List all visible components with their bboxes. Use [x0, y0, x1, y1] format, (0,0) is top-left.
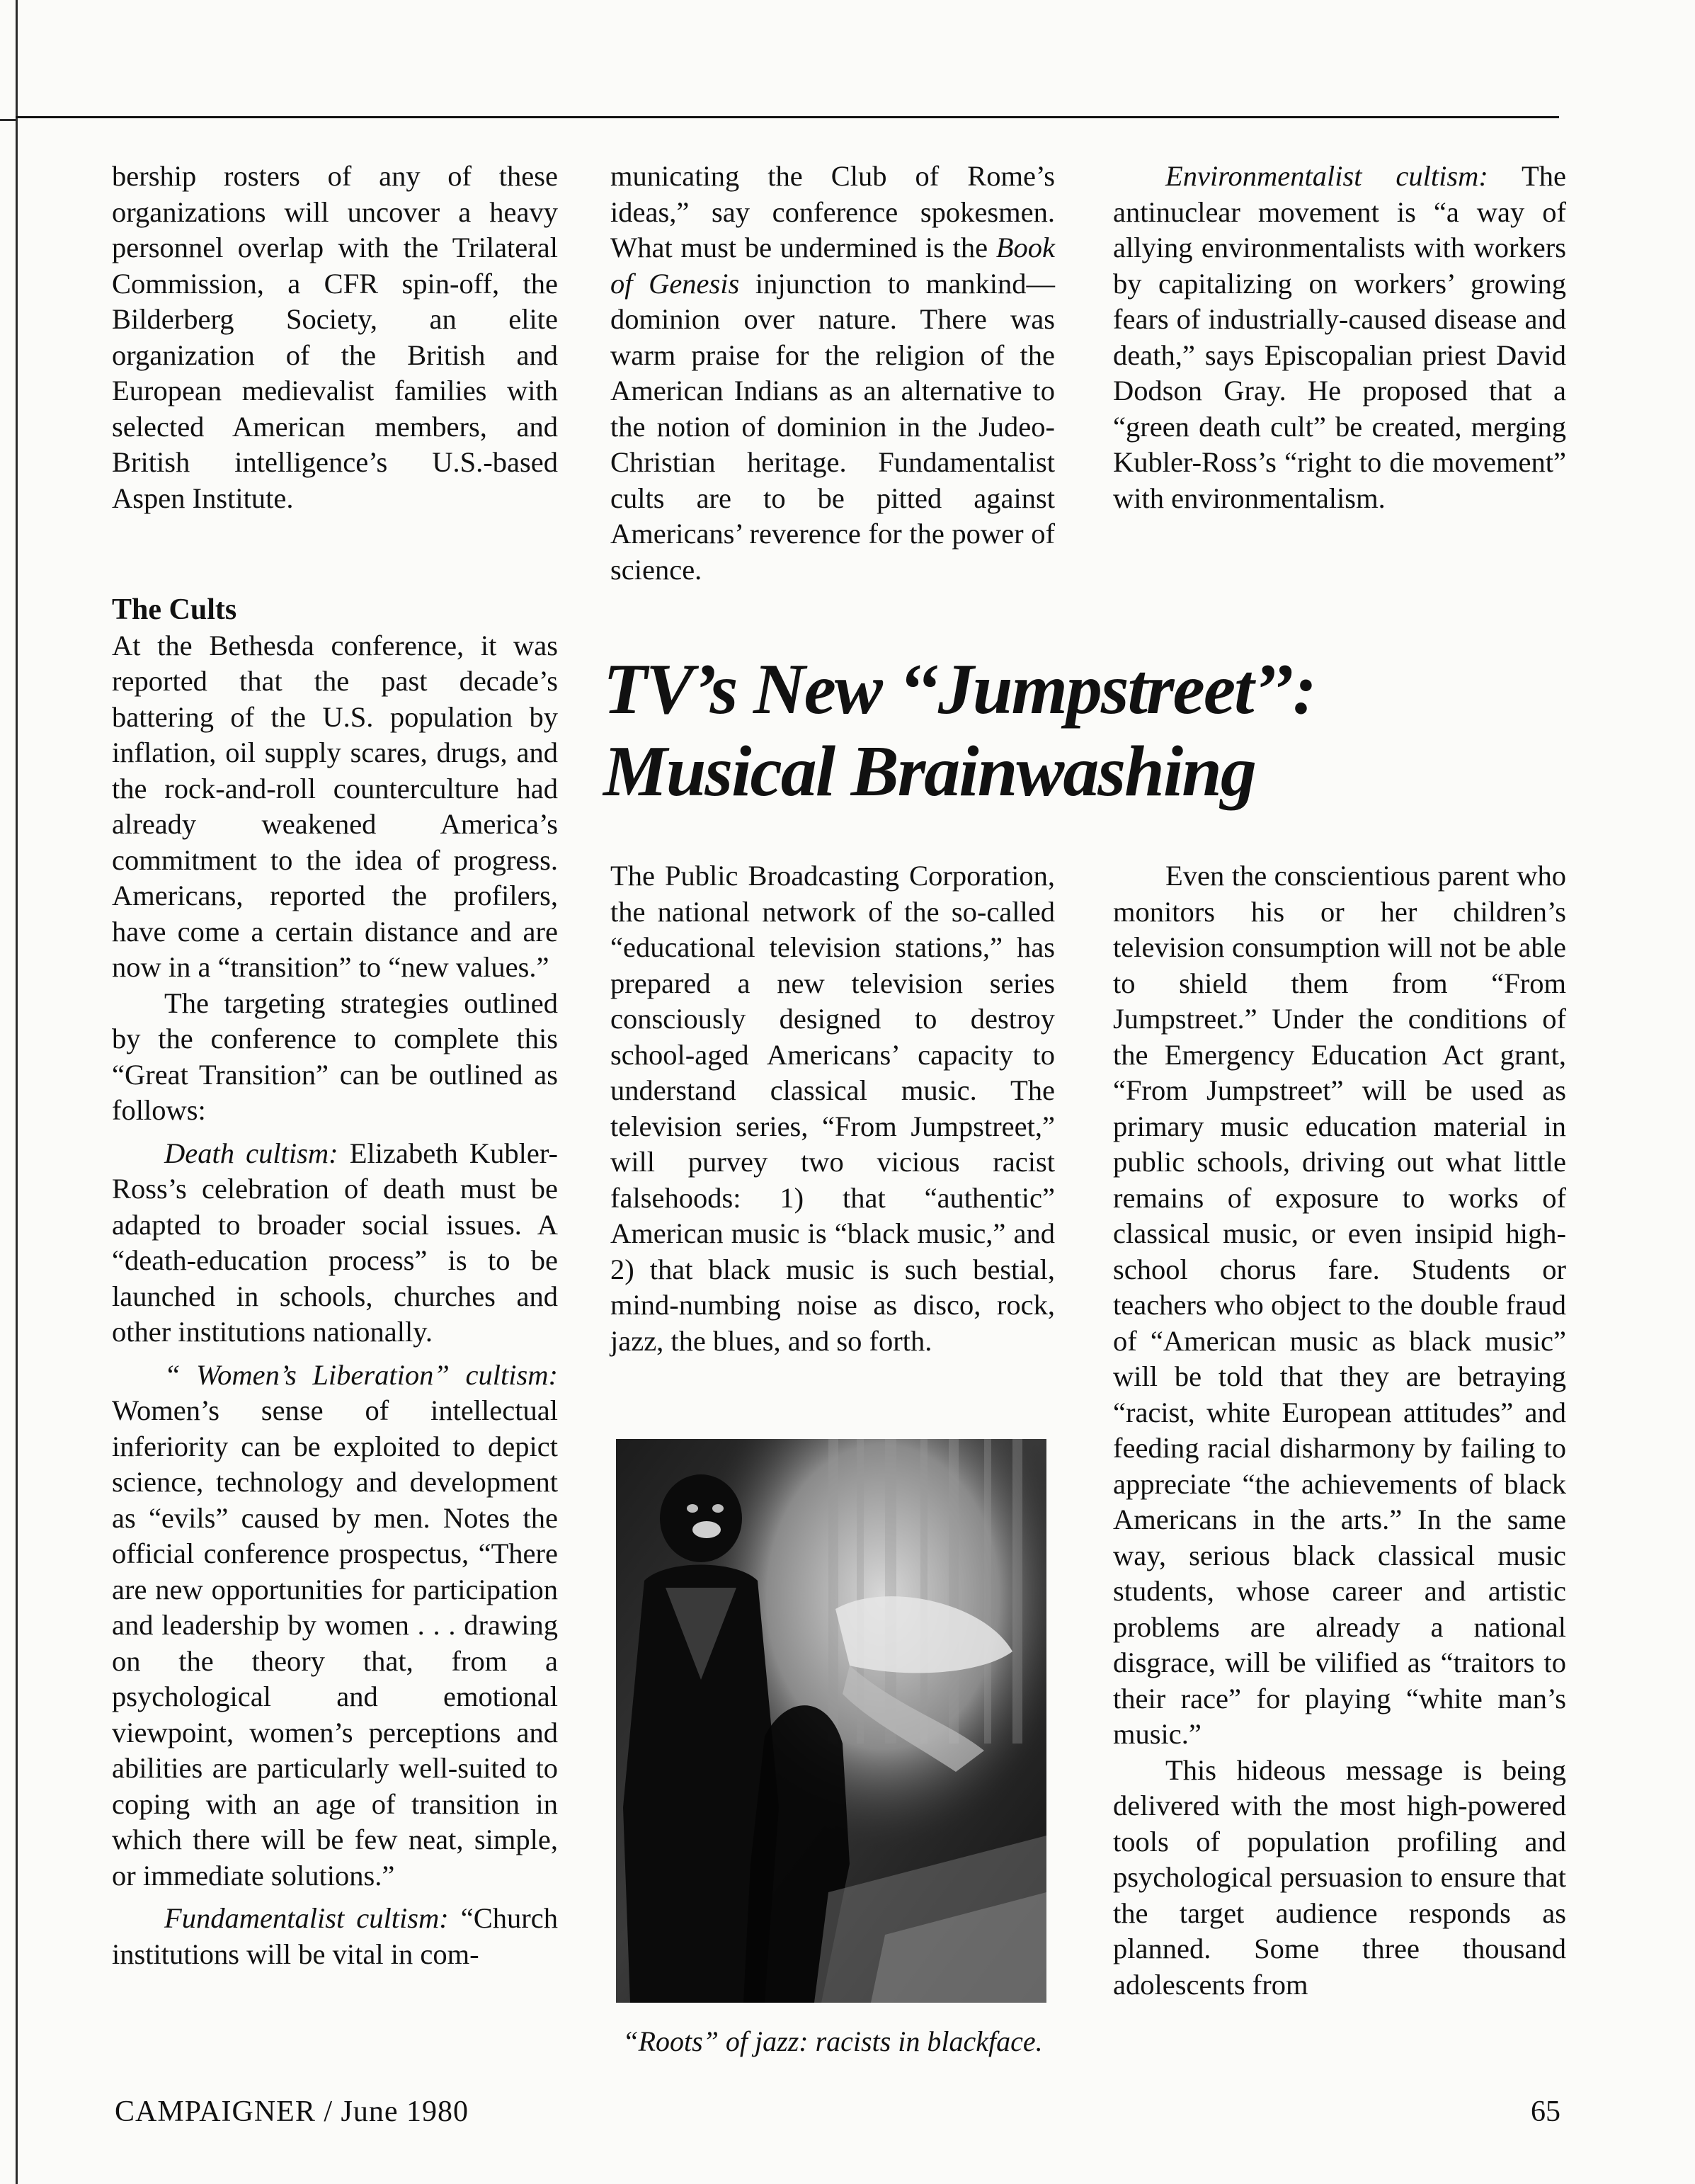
- paragraph: The targeting strategies outlined by the conference to complete this “Great Transition” can be outlined as follows:: [112, 986, 558, 1126]
- column-right: [1113, 159, 1566, 516]
- run-in-lead: Death cultism:: [164, 1137, 338, 1169]
- paragraph: The Public Broadcasting Corporation, the national network of the so-called “educational television stations,” has prepared a new television series consciously designed to destroy school-aged Americans’ capacity to understand classical music. The television series, “From Jumpstreet,” will purvey two vicious racist falsehoods: 1) that “authentic” American music is “black music,” and 2) that black music is such bestial, mind-numbing noise as disco, rock, jazz, the blues, and so forth.: [610, 860, 1055, 1357]
- paragraph-text: injunction to mankind—dominion over nature. There was warm praise for the religion of the American Indians as an alternative to the notion of dominion in the Judeo-Christian heritage. Fundamentalist cults are to be pitted against Americans’ reverence for the power of science.: [610, 267, 1056, 586]
- binding-tick-mark: [0, 119, 16, 121]
- paragraph: [610, 159, 1055, 588]
- paragraph: This hideous message is being delivered with the most high-powered tools of population profiling and psychological persuasion to ensure that the target audience responds as planned. Some three thousand adolescents from: [1113, 1753, 1566, 2001]
- italic-title: Book of Genesis: [610, 232, 1055, 300]
- article-photo: [616, 1439, 1046, 2003]
- paragraph: Even the conscientious parent who monitors his or her children’s television consumption will not be able to shield them from “From Jumpstreet.” Under the conditions of the Emergency Education Act grant, “From Jumpstreet” will be used as primary music education material in public schools, driving out what little remains of exposure to works of classical music, or even insipid high-school chorus fare. Students or teachers who object to the double fraud of “American music as black music” will be told that they are betraying “racist, white European attitudes” and feeding racial disharmony by failing to appreciate “the achievements of black Americans in the arts.” In the same way, serious black classical music students, whose career and artistic problems are already a national disgrace, will be vilified as “traitors to their race” for playing “white man’s music.”: [1113, 860, 1566, 1750]
- article-column-right: [1113, 858, 1566, 2003]
- article-column-middle: [610, 858, 1055, 1359]
- paragraph-text: municating the Club of Rome’s ideas,” say conference spokesmen. What must be undermined is the: [610, 160, 1055, 263]
- paragraph: [112, 1136, 558, 1350]
- page-binding-edge: [16, 0, 18, 2184]
- column-middle: [610, 159, 1055, 588]
- run-in-lead: “ Women’s Liberation” cultism:: [164, 1358, 558, 1391]
- run-in-lead: Fundamentalist cultism:: [164, 1902, 449, 1934]
- photo-caption: “Roots” of jazz: racists in blackface.: [622, 2025, 1043, 2057]
- paragraph: At the Bethesda conference, it was reported that the past decade’s battering of the U.S. population by inflation, oil supply scares, drugs, and the rock-and-roll counterculture had already weakened America’s commitment to the idea of progress. Americans, reported the profilers, have come a certain distance and are now in a “transition” to “new values.”: [112, 629, 558, 983]
- page-number: 65: [1531, 2095, 1560, 2128]
- publication-footer: CAMPAIGNER / June 1980: [115, 2095, 469, 2128]
- paragraph-text: The antinuclear movement is “a way of allying environmentalists with workers by capitalizing on workers’ growing fears of industrially-caused disease and death,” says Episcopalian priest David Dodson Gray. He proposed that a “green death cult” be created, merging Kubler-Ross’s “right to die movement” with environmentalism.: [1113, 160, 1566, 514]
- run-in-lead: Environmentalist cultism:: [1165, 160, 1488, 192]
- paragraph: bership rosters of any of these organizations will uncover a heavy personnel overlap with the Trilateral Commission, a CFR spin-off, the Bilderberg Society, an elite organization of the British and European medievalist families with selected American members, and British intelligence’s U.S.-based Aspen Institute.: [112, 160, 558, 514]
- paragraph: [1113, 159, 1566, 516]
- article-headline: [603, 649, 1580, 813]
- section-heading: The Cults: [112, 593, 237, 626]
- paragraph-text: “Church institutions will be vital in com-: [112, 1902, 558, 1970]
- paragraph: [112, 1358, 558, 1894]
- headline-line: Musical Brainwashing: [603, 732, 1255, 812]
- column-left: [112, 159, 558, 1972]
- paragraph-text: Women’s sense of intellectual inferiority can be exploited to depict science, technology and development as “evils” caused by men. Notes the official conference prospectus, “There are new opportunities for participation and leadership by women . . . drawing on the theory that, from a psychological and emotional viewpoint, women’s perceptions and abilities are particularly well-suited to coping with an age of transition in which there will be few neat, simple, or immediate solutions.”: [112, 1394, 558, 1892]
- paragraph: [112, 1901, 558, 1972]
- paragraph-text: Elizabeth Kubler-Ross’s celebration of death must be adapted to broader social issues. A “death-education process” is to be launched in schools, churches and other institutions nationally.: [112, 1137, 558, 1348]
- header-rule: [16, 116, 1559, 118]
- headline-line: TV’s New ‘‘Jumpstreet’’:: [603, 649, 1316, 729]
